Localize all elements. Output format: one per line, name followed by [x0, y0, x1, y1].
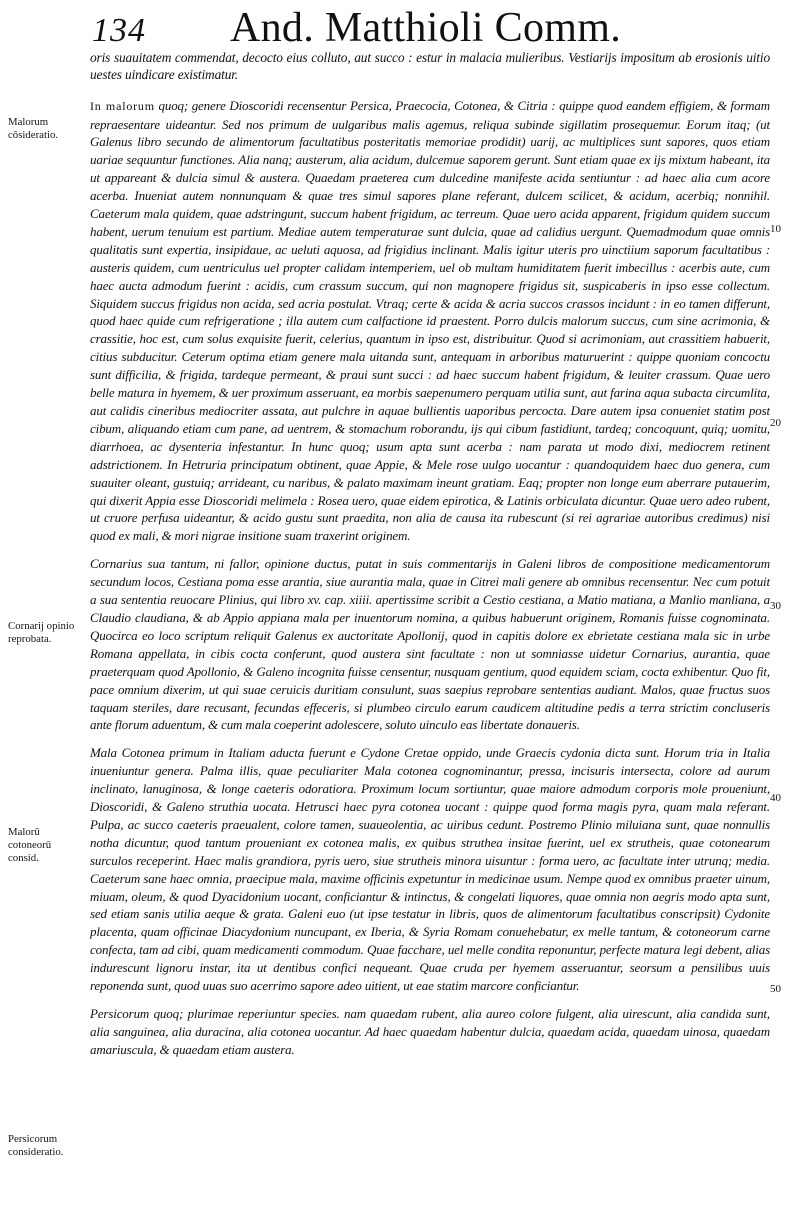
- line-number-50: 50: [770, 983, 781, 995]
- main-text-column: [90, 49, 770, 1069]
- paragraph-malorum-text: quoq; genere Dioscoridi recensentur Persica, Praecocia, Cotonea, & Citria : quippe quod eandem effigiem, & formam repraesentare uideantur. Sed nos primum de uulgaribus malis agemus, reliqua subinde sigillatim prosequemur. Eorum itaq; (ut Galenus libro secundo de alimentorum facultatibus posteritatis memoriae prodidit) uarij, ac multiplices sunt sapores, quos etiam uariae sequuntur functiones. Alia nanq; austerum, alia acidum, dulcemue saporem gerunt. Sunt etiam quae ex ijs mixtum habeant, ita ut appareant & dulcia simul & austera. Quaedam praeterea cum dulcedine manifeste acida sentiuntur : ad haec alia cum acore acerba. Inueniat autem nonnunquam & quae tres simul sapores plane referant, dulcem scilicet, & acidum, acerbiq; nonnihil. Caeterum mala quidem, quae adstringunt, succum habent frigidum, ac terreum. Quae uero acida apparent, frigidum quidem succum habent, uerum tenuium est partium. Mediae autem temperaturae sunt dulcia, quae ad calidius uergunt. Quemadmodum quae omnis qualitatis sunt expertia, insipidaue, ac ueluti aquosa, ad frigidius inclinant. Malis igitur uteris pro uinctiium saporum facultatibus : austeris quidem, cum uentriculus uel propter calidam intemperiem, uel ob multam humiditatem fuerit imbecillus : acerbis aute, cum haec aucta admodum fuerint : acidis, cum crassum succum, qui non magnopere frigidus sit, suspicaberis in ipso esse collectum. Siquidem succus frigidus non acida, sed acria postulat. Vtraq; certe & acida & acria succos crassos incidunt : in eo tamen differunt, quod haec quide cum refrigeratione ; illa autem cum calfactione id praestent. Porro dulcis malorum succus, cum sine acrimonia, & crassitie, hoc est, cum solus exquisite fuerit, celerius, quantum in ipso est, distribuitur. Quod si acrimoniam, aut crassitiem habuerit, citius subducitur. Ceterum optima etiam genere mala uitanda sunt, antequam in arboribus maturuerint : quippe quoniam concoctu sunt difficilia, & frigida, tardeque permeant, & praui sunt succi : ad haec succum habent frigidum, & leuiter crassum. Quae uero belle matura in hyemem, & uer proximum asseruant, ea morbis saepenumero perquam utilia sunt, aut farina aqua subacta circumlita, aut calidis cineribus mediocriter assata, aut pulchre in aquae bullientis uaporibus percocta. Dare autem ipsa conueniet statim post cibum, aliquando etiam cum pane, ad uentrem, & stomachum roborandu, ijs qui cibum fastidiunt, tardeq; concoquunt, quiq; uomitu, diarrhoea, ac dysenteria infestantur. In hunc quoq; usum apta sunt acerba : nam parata ut modo dixi, mediocrem retinent adstrictionem. In Hetruria principatum obtinent, quae Appie, & Mele rose uulgo uocantur : quandoquidem haec duo genera, cum suauiter oleant, gustuiq; arrideant, cu naribus, & palato maximam ineunt gratiam. Eaq; propter non longe eum aberrare putauerim, qui dixerit Appia esse Dioscoridi melimela : Rosea uero, quae eidem epirotica, & Latinis orbiculata dicuntur. Quae uero adeo rubent, ut cruore perfusa uideantur, & acido gustu sunt praedita, non alia de causa ita rubescunt (si rei agrariae autoribus credimus) nisi quod ex mali, & mori nigrae insitione suam traxerint originem.: [90, 97, 770, 544]
- lead-paragraph: oris suauitatem commendat, decocto eius colluto, aut succo : estur in malacia mulieribus. Vestiarijs impositum ab erosionis uitio uestes uindicare existimatur.: [90, 50, 770, 83]
- margin-note-persicorum: Persicorum consideratio.: [8, 1133, 64, 1158]
- line-number-40: 40: [770, 792, 781, 804]
- running-title: And. Matthioli Comm.: [230, 5, 622, 51]
- paragraph-malorum: [90, 97, 770, 546]
- line-number-10: 10: [770, 223, 781, 235]
- page-header: [92, 4, 772, 51]
- paragraph-initial: In malorum: [90, 98, 155, 113]
- margin-note-malorum: Malorum cōsideratio.: [8, 116, 59, 141]
- line-number-20: 20: [770, 417, 781, 429]
- page-number: 134: [92, 12, 146, 49]
- paragraph-cornarius: Cornarius sua tantum, ni fallor, opinione ductus, putat in suis commentarijs in Galeni libros de compositione medicamentorum secundum locos, Cestiana poma esse arantia, siue aurantia mala, quae in Citrei mali genere ab omnibus recensentur. Nec cum potuit a sua sententia reuocare Plinius, qui libro xv. cap. xiiii. apertissime scribit a Cestio cestiana, a Matio matiana, a Manlio manliana, a Claudio claudiana, & ab Appio appiana mala per inuentorum nomina, a quibus habuerunt originem, Romanis fuisse cognominata. Quocirca eo loco scriptum reliquit Galenus ex auctoritate Apollonij, quod in capitis dolore ex ebrietate cestiana mala sic in urbe Romana appellata, in cibis cocta conferunt, quod austera sint facultate : non ut somniasse uidetur Cornarius, aurantia, quae praeterquam quod Apollonio, & Galeno incognita fuisse censentur, nusquam gentium, quod equidem sciam, cocta exhibentur. Quo fit, pace omnium dixerim, ut qui suae ceruicis duritiam consulunt, suas saepius reprobare sententias audiant. Malos, quae fructus suos taquam steriles, dare recusant, fecundas effeceris, si plumbeo circulo earum caudicem altitudine pedis a terra strictim concluseris ante florum aduentum, & cum mala coeperint adolescere, soluto uinculo eas libertate donaueris.: [90, 556, 770, 733]
- margin-note-cornarij: Cornarij opinio reprobata.: [8, 620, 75, 645]
- paragraph-cotonea: Mala Cotonea primum in Italiam aducta fuerunt e Cydone Cretae oppido, unde Graecis cydonia dicta sunt. Horum tria in Italia inueniuntur genera. Palma illis, quae peculiariter Mala cotonea cognominantur, pressa, incisuris intersecta, colore ad aurum inclinato, lanuginosa, & longe caeteris odoratiora. Proximum locum sortiuntur, quae maiore admodum corporis mole proueniunt, Dioscoridi, & Galeno struthia uocata. Hetrusci haec pyra cotonea uocant : quippe quod forma magis pyra, quam mala referant. Pulpa, ac succo caeteris praeualent, colore tamen, suaueolentia, ac uiribus cedunt. Postremo Plinio miluiana sunt, quae nonnullis notha dicuntur, quod tantum proueniant ex cotonea malis, ex quibus struthea insitae fuerint, uel ex strutheis, quae cotonearum surculos receperint. Haec malis grandiora, pyris uero, siue strutheis minora uisuntur : forma uero, ac facultate inter utrunq; media. Caeterum sane haec omnia, praecipue mala, maxime officinis expetuntur in medicinae usum. Nempe quod ex omnibus praeter uinum, miuam, oleum, & quod Dyacidonium uocant, conficiantur & intinctus, & congelati liquores, quae omnia non aegris modo apta sunt, sed etiam sanis utilia aeque & grata. Galeni euo (ut ipse testatur in libris, quos de alimentorum facultatibus conscripsit) Cydonite placenta, quam officinae Diacydonium nuncupant, ex Iberia, & Syria Romam conuehebatur, ex melle tantum, & cotoneorum carne confecta, tam ad cibi, quam medicamenti commodum. Quae facchare, uel melle condita reponuntur, perfecte matura legi debent, alias indurescunt lignoru instar, ita ut dentibus confici nequeant. Quae cruda per hyemem asseruantur, seorsum a pensilibus uuis reponenda sunt, quod uuas suo acerrimo sapore adeo uitient, ut eae statim marcore conficiantur.: [90, 745, 770, 994]
- paragraph-persica: Persicorum quoq; plurimae reperiuntur species. nam quaedam rubent, alia aureo colore fulgent, alia uirescunt, alia candida sunt, alia sanguinea, alia duracina, alia cotonea uocantur. Ad haec quaedam habentur dulcia, quaedam acida, quaedam uinosa, quaedam amariuscula, & quaedam etiam austera.: [90, 1006, 770, 1057]
- margin-note-cotoneorum: Malorū cotoneorū consid.: [8, 826, 52, 864]
- line-number-30: 30: [770, 600, 781, 612]
